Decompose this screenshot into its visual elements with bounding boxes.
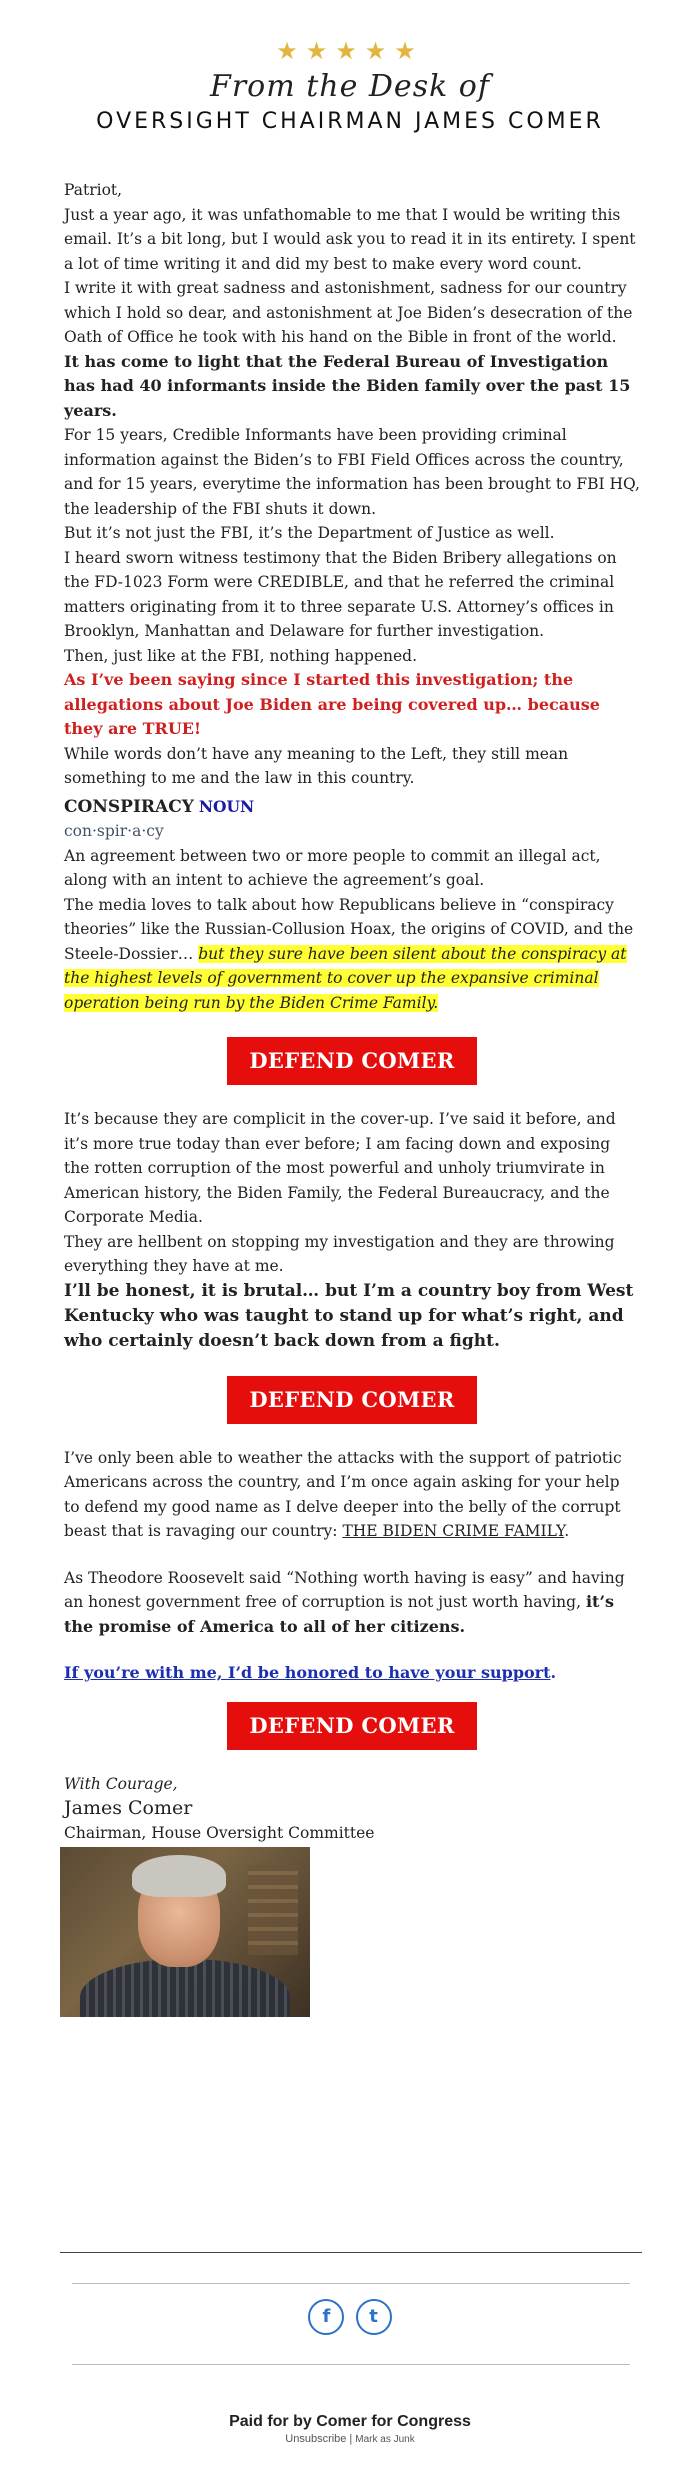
paragraph: They are hellbent on stopping my investigation and they are throwing everything they have at me. (64, 1232, 615, 1275)
paragraph: I write it with great sadness and astonishment, sadness for our country which I hold so dear, and astonishment at Joe Biden’s desecration of the Oath of Office he took with his hand on the Bible in front of the world. (64, 279, 633, 346)
letter-body (64, 178, 640, 2017)
bold-paragraph: It has come to light that the Federal Bureau of Investigation has had 40 informants inside the Biden family over the past 15 years. (64, 351, 631, 420)
social-links (0, 2299, 700, 2335)
letterhead (0, 38, 700, 136)
bold-paragraph: I’ll be honest, it is brutal… but I’m a country boy from West Kentucky who was taught to stand up for what’s right, and who certainly doesn’t back down from a fight. (64, 1280, 634, 1351)
closing: With Courage, (64, 1774, 178, 1793)
paragraph: Just a year ago, it was unfathomable to me that I would be writing this email. It’s a bit long, but I would ask you to read it in its entirety. I spent a lot of time writing it and did my best to make every word count. (64, 205, 636, 273)
paid-for-disclaimer: Paid for by Comer for Congress (229, 2413, 471, 2430)
defend-comer-button[interactable]: DEFEND COMER (227, 1037, 477, 1085)
star-rating-icon: ★★★★★ (276, 37, 424, 65)
footer-divider (60, 2252, 642, 2253)
paragraph: For 15 years, Credible Informants have been providing criminal information against the Biden’s to FBI Field Offices across the country, and for 15 years, everytime the information has been brought to FBI HQ, the leadership of the FBI shuts it down. (64, 426, 640, 518)
mark-as-junk-link[interactable]: Mark as Junk (355, 2434, 415, 2445)
roosevelt-text: As Theodore Roosevelt said “Nothing worth having is easy” and having an honest government free of corruption is not just worth having, (64, 1568, 625, 1611)
support-link[interactable]: If you’re with me, I’d be honored to have your support (64, 1663, 551, 1682)
footer-links: Unsubscribe | Mark as Junk (285, 2433, 415, 2445)
paragraph: Then, just like at the FBI, nothing happened. (64, 646, 418, 665)
red-alert-paragraph: As I’ve been saying since I started this investigation; the allegations about Joe Biden are being covered up… because they are TRUE! (64, 670, 600, 738)
paragraph: While words don’t have any meaning to the Left, they still mean something to me and the law in this country. (64, 744, 569, 787)
bold-text: it’s the promise of America to all of her citizens. (64, 1592, 615, 1636)
unsubscribe-link[interactable]: Unsubscribe (285, 2433, 347, 2445)
definition-heading (64, 795, 640, 820)
pronunciation: con·spir·a·cy (64, 822, 164, 840)
paragraph (64, 893, 640, 1016)
chairman-heading: OVERSIGHT CHAIRMAN JAMES COMER (96, 109, 604, 134)
definition-text: An agreement between two or more people to commit an illegal act, along with an intent to achieve the agreement’s goal. (64, 846, 601, 889)
social-divider-bottom (72, 2364, 630, 2365)
paragraph (64, 1566, 640, 1640)
james-comer-photo (60, 1847, 310, 2017)
footer (0, 2413, 700, 2445)
social-divider-top (72, 2283, 630, 2284)
definition-word: CONSPIRACY (64, 796, 194, 817)
highlighted-text: but they sure have been silent about the conspiracy at the highest levels of government to cover up the expansive criminal operation being run by the Biden Crime Family. (64, 944, 627, 1012)
paragraph: It’s because they are complicit in the cover-up. I’ve said it before, and it’s more true today than ever before; I am facing down and exposing the rotten corruption of the most powerful and unholy triumvirate in American history, the Biden Family, the Federal Bureaucracy, and the Corporate Media. (64, 1110, 616, 1226)
twitter-icon[interactable]: t (356, 2299, 392, 2335)
facebook-icon[interactable]: f (308, 2299, 344, 2335)
underlined-text: THE BIDEN CRIME FAMILY (342, 1522, 565, 1540)
salutation: Patriot, (64, 181, 123, 199)
from-desk-heading: From the Desk of (210, 69, 490, 104)
paragraph: But it’s not just the FBI, it’s the Department of Justice as well. (64, 524, 555, 542)
support-text: I’ve only been able to weather the attacks with the support of patriotic Americans across the country, and I’m once again asking for your help to defend my good name as I delve deeper into the belly of the corrupt beast that is ravaging our country: (64, 1448, 622, 1540)
signature-name: James Comer (64, 1797, 193, 1819)
paragraph: I heard sworn witness testimony that the Biden Bribery allegations on the FD-1023 Form were CREDIBLE, and that he referred the criminal matters originating from it to three separate U.S. Attorney’s offices in Brooklyn, Manhattan and Delaware for further investigation. (64, 548, 617, 640)
paragraph: I’ve only been able to weather the attacks with the support of patriotic Americans across the country, and I’m once again asking for your help to defend my good name as I delve deeper into the belly of the corrupt beast that is ravaging our country: THE BIDEN CRIME FAMILY. (64, 1448, 622, 1540)
signature-title: Chairman, House Oversight Committee (64, 1823, 375, 1842)
part-of-speech: NOUN (198, 796, 255, 816)
defend-comer-button[interactable]: DEFEND COMER (227, 1376, 477, 1424)
support-link-paragraph: If you’re with me, I’d be honored to have your support. (64, 1663, 557, 1682)
media-text: The media loves to talk about how Republicans believe in “conspiracy theories” like the Russian-Collusion Hoax, the origins of COVID, and the Steele-Dossier… (64, 895, 634, 963)
defend-comer-button[interactable]: DEFEND COMER (227, 1702, 477, 1750)
